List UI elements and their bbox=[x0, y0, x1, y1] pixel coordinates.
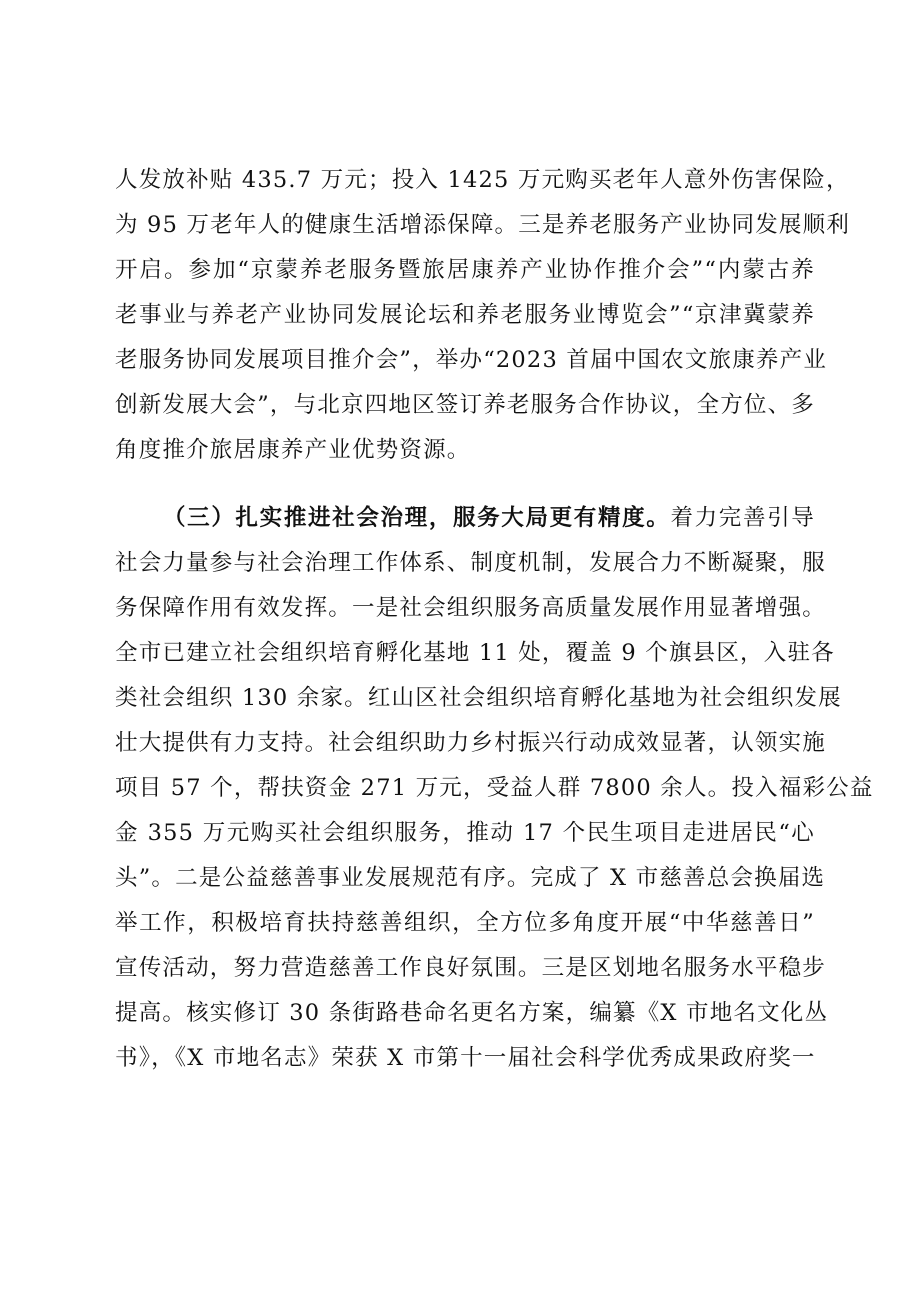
paragraph-line: 老服务协同发展项目推介会”，举办“2023 首届中国农文旅康养产业 bbox=[115, 347, 828, 373]
paragraph-line: 角度推介旅居康养产业优势资源。 bbox=[115, 437, 471, 463]
paragraph-line: 开启。参加“京蒙养老服务暨旅居康养产业协作推介会”“内蒙古养 bbox=[115, 257, 815, 283]
paragraph-line: 老事业与养老产业协同发展论坛和养老服务业博览会”“京津冀蒙养 bbox=[115, 302, 815, 328]
paragraph-line: 金 355 万元购买社会组织服务，推动 17 个民生项目走进居民“心 bbox=[115, 820, 815, 846]
paragraph-line: 举工作，积极培育扶持慈善组织，全方位多角度开展“中华慈善日” bbox=[115, 910, 815, 936]
paragraph-line: 社会力量参与社会治理工作体系、制度机制，发展合力不断凝聚，服 bbox=[115, 550, 827, 576]
paragraph-line: 提高。核实修订 30 条街路巷命名更名方案，编纂《X 市地名文化丛 bbox=[115, 1000, 829, 1026]
paragraph-line: 全市已建立社会组织培育孵化基地 11 处，覆盖 9 个旗县区，入驻各 bbox=[115, 640, 835, 666]
paragraph-line: 项目 57 个，帮扶资金 271 万元，受益人群 7800 余人。投入福彩公益 bbox=[115, 775, 874, 801]
paragraph-line: 务保障作用有效发挥。一是社会组织服务高质量发展作用显著增强。 bbox=[115, 595, 827, 621]
paragraph-line: 书》，《X 市地名志》荣获 X 市第十一届社会科学优秀成果政府奖一 bbox=[115, 1045, 816, 1071]
paragraph-line: 宣传活动，努力营造慈善工作良好氛围。三是区划地名服务水平稳步 bbox=[115, 955, 827, 981]
paragraph-line: 创新发展大会”，与北京四地区签订养老服务合作协议，全方位、多 bbox=[115, 392, 816, 418]
paragraph-line: 壮大提供有力支持。社会组织助力乡村振兴行动成效显著，认领实施 bbox=[115, 730, 827, 756]
paragraph-line: 头”。二是公益慈善事业发展规范有序。完成了 X 市慈善总会换届选 bbox=[115, 865, 826, 891]
section-heading: （三）扎实推进社会治理，服务大局更有精度。 bbox=[163, 505, 671, 531]
section-first-line-text: 着力完善引导 bbox=[670, 505, 815, 531]
paragraph-line: 为 95 万老年人的健康生活增添保障。三是养老服务产业协同发展顺利 bbox=[115, 212, 851, 238]
paragraph-line: 类社会组织 130 余家。红山区社会组织培育孵化基地为社会组织发展 bbox=[115, 685, 842, 711]
section-first-line bbox=[163, 498, 815, 538]
paragraph-line: 人发放补贴 435.7 万元；投入 1425 万元购买老年人意外伤害保险， bbox=[115, 167, 850, 193]
